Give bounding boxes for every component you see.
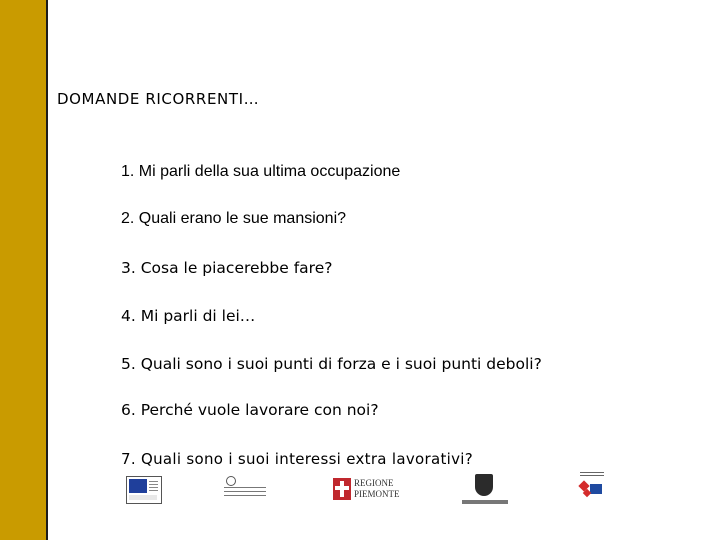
question-7: 7. Quali sono i suoi interessi extra lavorativi? [121,450,473,468]
question-3: 3. Cosa le piacerebbe fare? [121,259,333,277]
question-6: 6. Perché vuole lavorare con noi? [121,401,379,419]
regione-piemonte-logo [333,478,400,500]
page-title: DOMANDE RICORRENTI… [57,90,260,108]
eu-logo [126,476,162,504]
side-bar [0,0,48,540]
question-4: 4. Mi parli di lei… [121,307,256,325]
question-5: 5. Quali sono i suoi punti di forza e i suoi punti deboli? [121,355,542,373]
question-2: 2. Quali erano le sue mansioni? [121,210,347,227]
eu-flag-icon [129,479,147,493]
regione-logo-line2: PIEMONTE [354,489,400,499]
provincia-logo [460,474,510,508]
city-logo [574,472,610,504]
fse-logo [222,474,268,500]
regione-logo-line1: REGIONE [354,478,394,488]
logo-strip [0,470,720,510]
provincia-emblem-icon [475,474,493,496]
question-1: 1. Mi parli della sua ultima occupazione [121,163,401,180]
